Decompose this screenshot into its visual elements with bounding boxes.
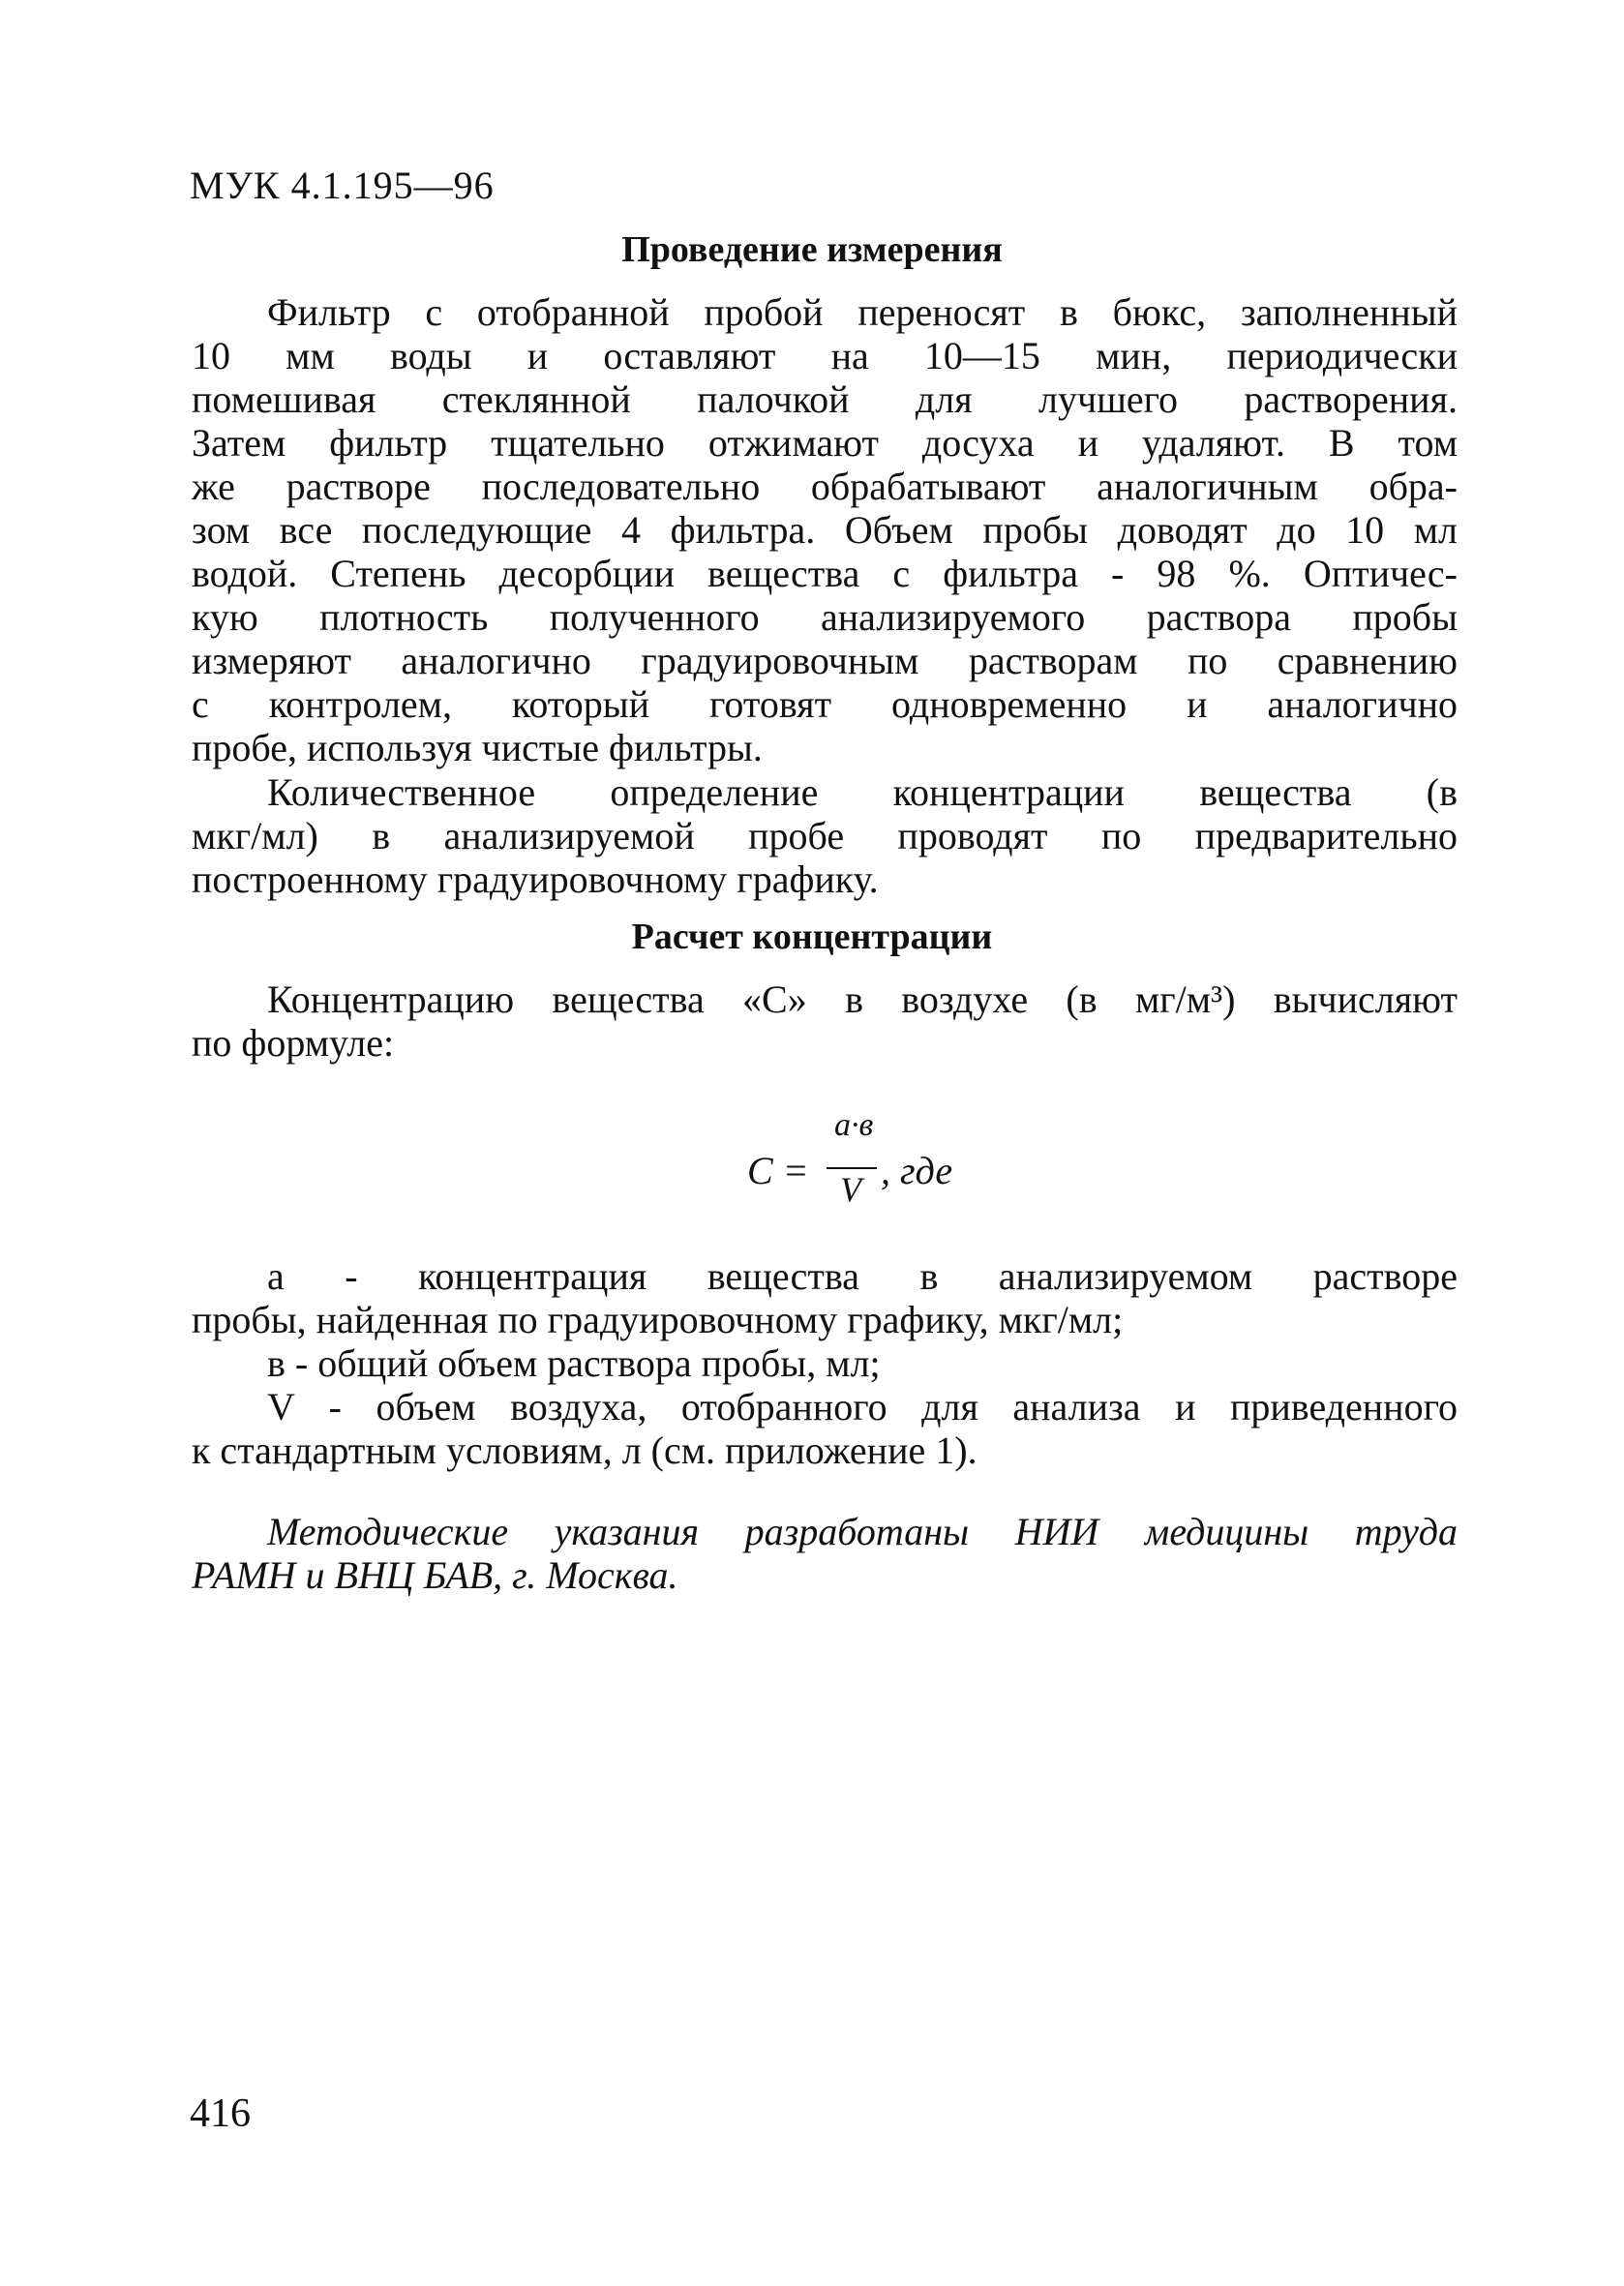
text-line: измеряют аналогично градуировочным растворам по сравнению [192,639,1458,682]
text-line: с контролем, который готовят одновременно и аналогично [192,682,1458,726]
footer-note [192,1510,1458,1597]
text-line: по формуле: [192,1021,395,1065]
page-number: 416 [190,2091,251,2136]
text-line: помешивая стеклянной палочкой для лучшего растворения. [192,377,1458,421]
text-line: Затем фильтр тщательно отжимают досуха и удаляют. В том [192,421,1458,465]
formula-intro [192,978,1458,1065]
text-line: же растворе последовательно обрабатывают аналогичным обра- [192,465,1458,508]
section-title-measurement: Проведение измерения [621,229,1003,270]
concentration-formula [736,1103,1026,1219]
definition-v [192,1385,1458,1472]
text-line: мкг/мл) в анализируемой пробе проводят по предварительно [192,814,1458,857]
text-line: построенному градуировочному графику. [192,857,879,901]
measurement-paragraph [192,290,1458,769]
text-line: в - общий объем раствора пробы, мл; [267,1341,881,1385]
section-title-calculation: Расчет концентрации [631,917,993,957]
text-line: кую плотность полученного анализируемого раствора пробы [192,595,1458,639]
text-line: к стандартным условиям, л (см. приложение 1). [192,1429,977,1472]
definition-b [192,1341,1458,1385]
text-line: Концентрацию вещества «С» в воздухе (в мг/м³) вычисляют [267,978,1458,1021]
text-line: пробе, используя чистые фильтры. [192,726,763,769]
document-code: МУК 4.1.195—96 [190,164,495,207]
definition-a [192,1254,1458,1341]
text-line: V - объем воздуха, отобранного для анализа и приведенного [267,1385,1458,1429]
text-line: водой. Степень десорбции вещества с фильтра - 98 %. Оптичес- [192,552,1458,595]
text-line: Методические указания разработаны НИИ медицины труда [267,1510,1458,1553]
text-line: 10 мм воды и оставляют на 10—15 мин, периодически [192,334,1458,377]
formula-tail: , где [881,1149,953,1192]
formula-numerator: а·в [834,1107,874,1143]
text-line: РАМН и ВНЦ БАВ, г. Москва. [192,1553,678,1597]
text-line: а - концентрация вещества в анализируемом растворе [267,1254,1458,1298]
text-line: Количественное определение концентрации вещества (в [267,770,1458,814]
text-line: зом все последующие 4 фильтра. Объем пробы доводят до 10 мл [192,508,1458,552]
formula-denominator: V [840,1170,861,1209]
quantitative-paragraph [192,770,1458,901]
text-line: пробы, найденная по градуировочному графику, мкг/мл; [192,1298,1124,1341]
formula-lhs: С = [747,1149,809,1192]
text-line: Фильтр с отобранной пробой переносят в бюкс, заполненный [267,290,1458,334]
